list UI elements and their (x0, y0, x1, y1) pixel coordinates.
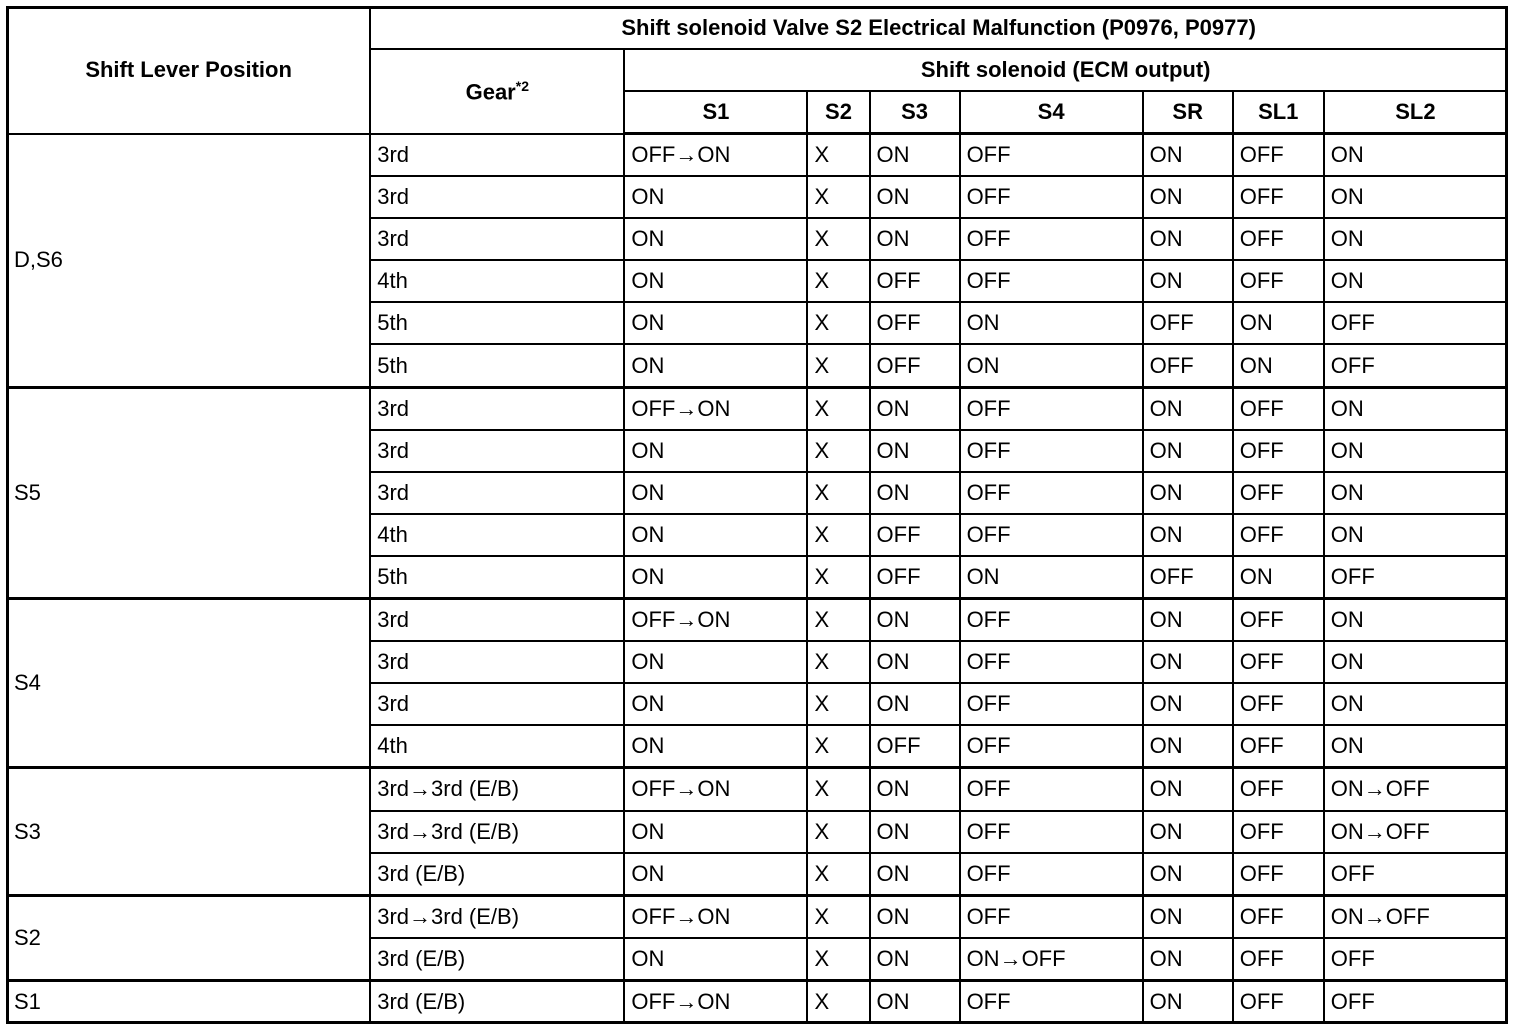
gear-cell: 3rd (370, 472, 624, 514)
solenoid-cell-sr: ON (1143, 430, 1233, 472)
solenoid-cell-s3: ON (870, 430, 960, 472)
solenoid-cell-s1: ON (624, 472, 807, 514)
solenoid-cell-sl1: OFF (1233, 218, 1324, 260)
solenoid-cell-s4: OFF (960, 472, 1143, 514)
solenoid-cell-s4: OFF (960, 641, 1143, 683)
solenoid-cell-sr: ON (1143, 641, 1233, 683)
solenoid-cell-s3: ON (870, 938, 960, 981)
solenoid-cell-sl2: ON→OFF (1324, 895, 1507, 938)
solenoid-cell-s2: X (807, 725, 869, 768)
solenoid-cell-s1: ON (624, 514, 807, 556)
table-title: Shift solenoid Valve S2 Electrical Malfunction (P0976, P0977) (370, 7, 1507, 49)
gear-cell: 4th (370, 514, 624, 556)
solenoid-cell-sl2: ON (1324, 641, 1507, 683)
column-header-sl2: SL2 (1324, 91, 1507, 134)
column-header-sr: SR (1143, 91, 1233, 134)
gear-cell: 3rd (E/B) (370, 938, 624, 981)
solenoid-cell-s2: X (807, 556, 869, 599)
solenoid-cell-s3: ON (870, 811, 960, 853)
column-header-s2: S2 (807, 91, 869, 134)
solenoid-cell-s2: X (807, 514, 869, 556)
solenoid-cell-sr: ON (1143, 980, 1233, 1023)
solenoid-cell-sl1: OFF (1233, 895, 1324, 938)
column-header-s4: S4 (960, 91, 1143, 134)
solenoid-cell-s1: OFF→ON (624, 599, 807, 642)
solenoid-cell-s4: OFF (960, 430, 1143, 472)
gear-cell: 5th (370, 556, 624, 599)
solenoid-cell-s2: X (807, 430, 869, 472)
gear-cell: 5th (370, 302, 624, 344)
gear-cell: 3rd (370, 683, 624, 725)
solenoid-cell-s4: OFF (960, 387, 1143, 430)
solenoid-cell-s3: ON (870, 134, 960, 177)
solenoid-cell-s4: OFF (960, 218, 1143, 260)
solenoid-cell-s3: ON (870, 387, 960, 430)
solenoid-cell-s3: ON (870, 980, 960, 1023)
solenoid-cell-s4: ON (960, 344, 1143, 387)
solenoid-cell-sl1: ON (1233, 302, 1324, 344)
solenoid-cell-s4: ON→OFF (960, 938, 1143, 981)
gear-cell: 4th (370, 260, 624, 302)
solenoid-cell-sl2: ON (1324, 176, 1507, 218)
gear-cell: 3rd (370, 430, 624, 472)
solenoid-cell-sl1: ON (1233, 344, 1324, 387)
solenoid-cell-sl2: ON (1324, 725, 1507, 768)
solenoid-cell-s3: ON (870, 683, 960, 725)
solenoid-cell-s1: OFF→ON (624, 387, 807, 430)
solenoid-cell-s2: X (807, 134, 869, 177)
solenoid-cell-s3: ON (870, 895, 960, 938)
solenoid-cell-s1: OFF→ON (624, 980, 807, 1023)
solenoid-cell-s3: ON (870, 599, 960, 642)
solenoid-group-header: Shift solenoid (ECM output) (624, 49, 1507, 91)
solenoid-cell-sr: ON (1143, 134, 1233, 177)
solenoid-cell-s2: X (807, 768, 869, 811)
solenoid-cell-s3: OFF (870, 514, 960, 556)
solenoid-cell-sl2: ON (1324, 514, 1507, 556)
solenoid-cell-sr: ON (1143, 725, 1233, 768)
table-row (7, 134, 1507, 177)
column-header-s1: S1 (624, 91, 807, 134)
solenoid-cell-s3: ON (870, 853, 960, 896)
solenoid-cell-sl1: OFF (1233, 811, 1324, 853)
solenoid-cell-s2: X (807, 938, 869, 981)
solenoid-cell-sl2: OFF (1324, 344, 1507, 387)
solenoid-cell-s1: ON (624, 260, 807, 302)
solenoid-cell-sl2: OFF (1324, 556, 1507, 599)
solenoid-cell-sr: OFF (1143, 344, 1233, 387)
solenoid-cell-s2: X (807, 599, 869, 642)
solenoid-cell-s2: X (807, 302, 869, 344)
solenoid-cell-s4: OFF (960, 599, 1143, 642)
solenoid-cell-s1: ON (624, 556, 807, 599)
solenoid-cell-s1: ON (624, 725, 807, 768)
solenoid-cell-sl2: ON (1324, 218, 1507, 260)
solenoid-cell-s4: OFF (960, 768, 1143, 811)
solenoid-cell-sr: OFF (1143, 302, 1233, 344)
solenoid-cell-sl1: OFF (1233, 768, 1324, 811)
solenoid-cell-s2: X (807, 218, 869, 260)
solenoid-cell-s3: ON (870, 176, 960, 218)
solenoid-cell-sr: ON (1143, 895, 1233, 938)
solenoid-cell-s4: OFF (960, 725, 1143, 768)
solenoid-cell-s1: ON (624, 176, 807, 218)
solenoid-cell-sl1: OFF (1233, 938, 1324, 981)
solenoid-cell-sl1: OFF (1233, 134, 1324, 177)
solenoid-cell-sl2: ON→OFF (1324, 768, 1507, 811)
solenoid-cell-s2: X (807, 980, 869, 1023)
solenoid-cell-sl2: ON (1324, 683, 1507, 725)
table-body (7, 134, 1507, 1024)
solenoid-cell-sl1: OFF (1233, 641, 1324, 683)
solenoid-cell-s3: OFF (870, 725, 960, 768)
shift-lever-position-cell: D,S6 (7, 134, 370, 388)
solenoid-cell-sl2: OFF (1324, 938, 1507, 981)
solenoid-cell-s1: ON (624, 344, 807, 387)
gear-cell: 3rd (370, 218, 624, 260)
solenoid-cell-s1: ON (624, 430, 807, 472)
solenoid-cell-sr: ON (1143, 514, 1233, 556)
solenoid-cell-s2: X (807, 472, 869, 514)
table-header (7, 7, 1507, 134)
table-row (7, 387, 1507, 430)
solenoid-cell-s1: OFF→ON (624, 895, 807, 938)
table-row (7, 768, 1507, 811)
solenoid-cell-s2: X (807, 811, 869, 853)
solenoid-cell-sl1: ON (1233, 556, 1324, 599)
solenoid-cell-s1: ON (624, 853, 807, 896)
solenoid-cell-s2: X (807, 387, 869, 430)
gear-cell: 3rd→3rd (E/B) (370, 895, 624, 938)
solenoid-cell-sl1: OFF (1233, 430, 1324, 472)
shift-lever-position-cell: S2 (7, 895, 370, 980)
gear-cell: 3rd→3rd (E/B) (370, 768, 624, 811)
column-header-s3: S3 (870, 91, 960, 134)
solenoid-cell-sl2: ON (1324, 430, 1507, 472)
solenoid-cell-s1: ON (624, 218, 807, 260)
gear-cell: 3rd (370, 599, 624, 642)
solenoid-cell-s4: OFF (960, 853, 1143, 896)
shift-lever-position-cell: S5 (7, 387, 370, 598)
table-row (7, 599, 1507, 642)
solenoid-cell-s4: ON (960, 302, 1143, 344)
gear-header (370, 49, 624, 134)
solenoid-cell-s2: X (807, 641, 869, 683)
solenoid-cell-s2: X (807, 895, 869, 938)
solenoid-cell-sl1: OFF (1233, 599, 1324, 642)
solenoid-cell-s3: OFF (870, 344, 960, 387)
gear-cell: 3rd (370, 176, 624, 218)
gear-cell: 3rd (370, 134, 624, 177)
gear-cell: 4th (370, 725, 624, 768)
solenoid-cell-sr: OFF (1143, 556, 1233, 599)
solenoid-cell-s4: OFF (960, 980, 1143, 1023)
solenoid-cell-s1: OFF→ON (624, 134, 807, 177)
solenoid-cell-s4: OFF (960, 176, 1143, 218)
solenoid-cell-sl1: OFF (1233, 387, 1324, 430)
solenoid-cell-sl1: OFF (1233, 260, 1324, 302)
solenoid-cell-s4: OFF (960, 683, 1143, 725)
column-header-sl1: SL1 (1233, 91, 1324, 134)
solenoid-cell-sl1: OFF (1233, 472, 1324, 514)
solenoid-cell-sl2: ON (1324, 387, 1507, 430)
shift-lever-position-cell: S4 (7, 599, 370, 768)
solenoid-cell-s2: X (807, 683, 869, 725)
gear-footnote: *2 (515, 77, 529, 94)
solenoid-cell-sr: ON (1143, 218, 1233, 260)
solenoid-cell-sr: ON (1143, 683, 1233, 725)
solenoid-cell-s2: X (807, 176, 869, 218)
solenoid-cell-sr: ON (1143, 768, 1233, 811)
solenoid-cell-sl2: OFF (1324, 853, 1507, 896)
shift-lever-position-cell: S1 (7, 980, 370, 1023)
solenoid-cell-s4: OFF (960, 811, 1143, 853)
solenoid-cell-sl1: OFF (1233, 514, 1324, 556)
solenoid-cell-sl2: ON (1324, 134, 1507, 177)
gear-label: Gear (465, 78, 516, 104)
table-row (7, 895, 1507, 938)
solenoid-cell-sr: ON (1143, 176, 1233, 218)
solenoid-cell-sl2: ON (1324, 472, 1507, 514)
solenoid-cell-s3: OFF (870, 302, 960, 344)
solenoid-cell-s2: X (807, 260, 869, 302)
solenoid-cell-s3: OFF (870, 260, 960, 302)
solenoid-cell-s1: ON (624, 811, 807, 853)
solenoid-cell-s4: OFF (960, 134, 1143, 177)
shift-lever-position-header: Shift Lever Position (7, 7, 370, 134)
solenoid-cell-sr: ON (1143, 811, 1233, 853)
gear-cell: 3rd→3rd (E/B) (370, 811, 624, 853)
solenoid-cell-s3: ON (870, 768, 960, 811)
solenoid-cell-sl1: OFF (1233, 853, 1324, 896)
solenoid-cell-s1: ON (624, 938, 807, 981)
table-row (7, 980, 1507, 1023)
solenoid-cell-sr: ON (1143, 472, 1233, 514)
solenoid-cell-s3: OFF (870, 556, 960, 599)
solenoid-cell-sr: ON (1143, 599, 1233, 642)
solenoid-cell-sl2: OFF (1324, 302, 1507, 344)
solenoid-cell-sl2: ON→OFF (1324, 811, 1507, 853)
solenoid-cell-s2: X (807, 853, 869, 896)
solenoid-cell-s2: X (807, 344, 869, 387)
solenoid-cell-sr: ON (1143, 853, 1233, 896)
solenoid-cell-sl2: ON (1324, 260, 1507, 302)
solenoid-cell-sl2: OFF (1324, 980, 1507, 1023)
solenoid-cell-s1: ON (624, 683, 807, 725)
solenoid-cell-s3: ON (870, 641, 960, 683)
solenoid-cell-s4: OFF (960, 895, 1143, 938)
solenoid-cell-s1: ON (624, 641, 807, 683)
gear-cell: 5th (370, 344, 624, 387)
solenoid-cell-sl1: OFF (1233, 725, 1324, 768)
solenoid-cell-sl1: OFF (1233, 980, 1324, 1023)
solenoid-cell-sr: ON (1143, 387, 1233, 430)
solenoid-cell-sr: ON (1143, 938, 1233, 981)
gear-cell: 3rd (370, 641, 624, 683)
solenoid-cell-s4: ON (960, 556, 1143, 599)
solenoid-cell-sl1: OFF (1233, 176, 1324, 218)
solenoid-cell-s4: OFF (960, 514, 1143, 556)
solenoid-cell-sr: ON (1143, 260, 1233, 302)
gear-cell: 3rd (E/B) (370, 980, 624, 1023)
solenoid-cell-s3: ON (870, 472, 960, 514)
solenoid-cell-s4: OFF (960, 260, 1143, 302)
solenoid-cell-s1: OFF→ON (624, 768, 807, 811)
solenoid-cell-s3: ON (870, 218, 960, 260)
solenoid-cell-sl1: OFF (1233, 683, 1324, 725)
gear-cell: 3rd (E/B) (370, 853, 624, 896)
shift-lever-position-cell: S3 (7, 768, 370, 895)
gear-cell: 3rd (370, 387, 624, 430)
solenoid-cell-sl2: ON (1324, 599, 1507, 642)
solenoid-cell-s1: ON (624, 302, 807, 344)
solenoid-table (6, 6, 1508, 1024)
